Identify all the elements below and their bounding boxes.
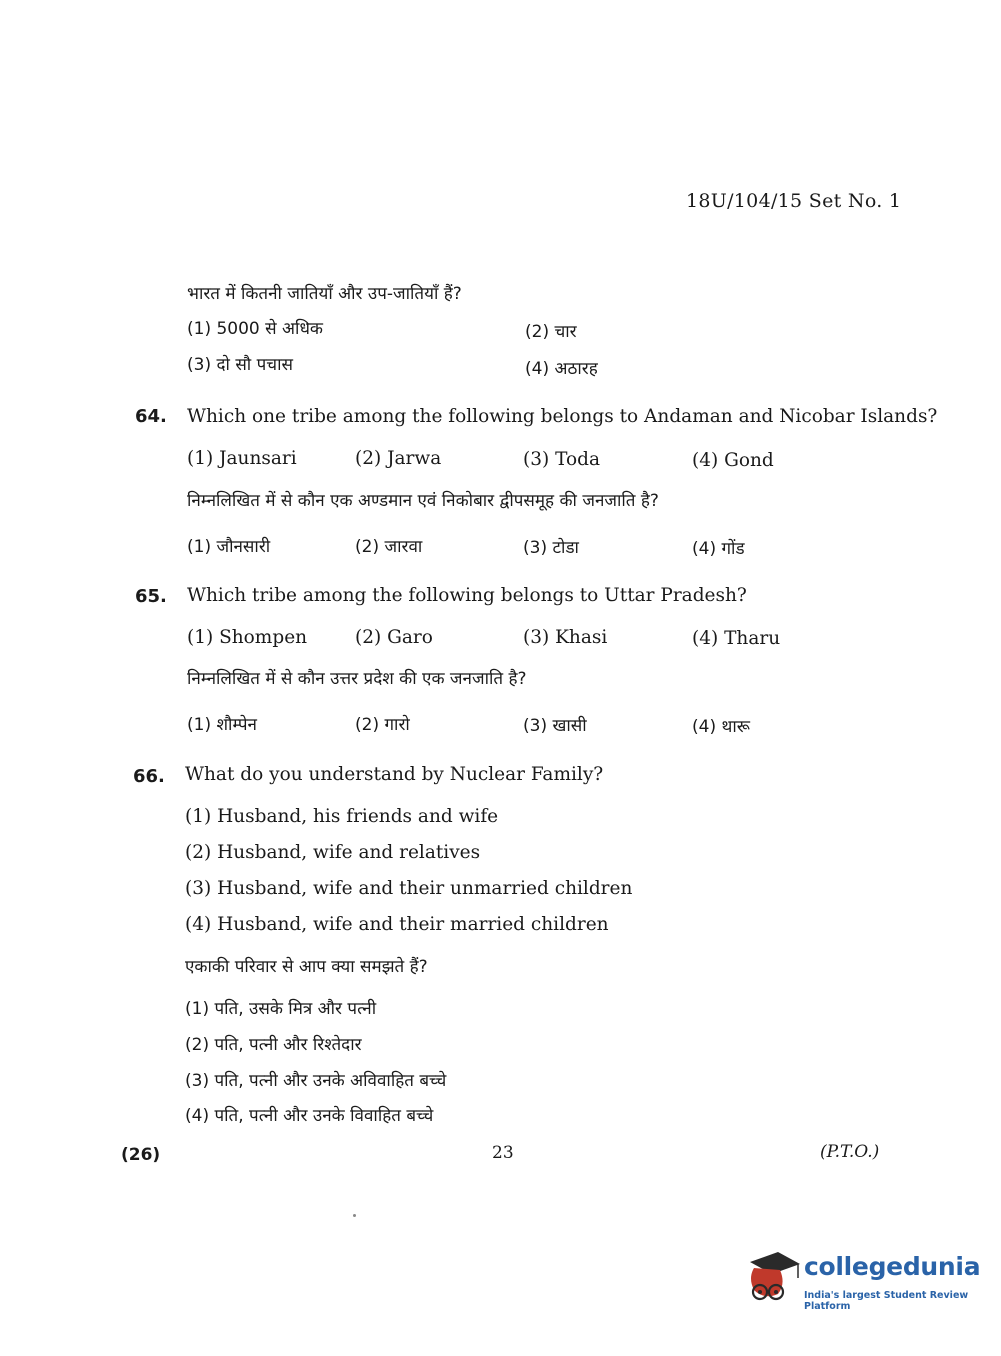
q66-option-2-en: (2) Husband, wife and relatives <box>185 842 481 863</box>
scan-speck <box>353 1214 356 1217</box>
q64-option-2-en: (2) Jarwa <box>355 448 442 469</box>
footer-left-code: (26) <box>121 1145 161 1165</box>
q65-option-1-en: (1) Shompen <box>187 627 308 648</box>
q66-option-1-en: (1) Husband, his friends and wife <box>185 806 499 827</box>
q65-option-1-hi: (1) शौम्पेन <box>187 715 257 735</box>
q64-question-en: Which one tribe among the following belongs to Andaman and Nicobar Islands? <box>187 406 938 427</box>
q65-option-3-hi: (3) खासी <box>523 716 587 736</box>
q64-option-1-hi: (1) जौनसारी <box>187 537 271 557</box>
q65-question-en: Which tribe among the following belongs to Uttar Pradesh? <box>187 585 747 606</box>
q65-number: 65. <box>135 586 167 607</box>
q66-number: 66. <box>133 766 165 787</box>
q65-option-2-en: (2) Garo <box>355 627 433 648</box>
q64-option-1-en: (1) Jaunsari <box>187 448 297 469</box>
pto-label: (P.T.O.) <box>820 1142 880 1162</box>
mascot-icon <box>740 1248 802 1310</box>
q66-option-4-hi: (4) पति, पत्नी और उनके विवाहित बच्चे <box>185 1106 434 1126</box>
q63-option-4-hi: (4) अठारह <box>525 359 598 379</box>
page-number: 23 <box>492 1143 514 1163</box>
q65-option-4-hi: (4) थारू <box>692 717 750 737</box>
q64-option-2-hi: (2) जारवा <box>355 537 423 557</box>
q63-option-3-hi: (3) दो सौ पचास <box>187 355 293 375</box>
q64-option-3-en: (3) Toda <box>523 449 600 470</box>
paper-code: 18U/104/15 Set No. 1 <box>686 190 902 212</box>
q64-question-hi: निम्नलिखित में से कौन एक अण्डमान एवं निकोबार द्वीपसमूह की जनजाति है? <box>187 491 659 511</box>
q66-option-3-en: (3) Husband, wife and their unmarried children <box>185 878 633 899</box>
q66-option-3-hi: (3) पति, पत्नी और उनके अविवाहित बच्चे <box>185 1071 447 1091</box>
q66-option-1-hi: (1) पति, उसके मित्र और पत्नी <box>185 999 377 1019</box>
q65-option-3-en: (3) Khasi <box>523 627 608 648</box>
q66-option-2-hi: (2) पति, पत्नी और रिश्तेदार <box>185 1035 362 1055</box>
q65-option-2-hi: (2) गारो <box>355 715 410 735</box>
q64-option-4-en: (4) Gond <box>692 450 774 471</box>
q66-question-hi: एकाकी परिवार से आप क्या समझते हैं? <box>185 957 428 977</box>
q63-question-hi: भारत में कितनी जातियाँ और उप-जातियाँ हैं? <box>187 284 462 304</box>
q66-question-en: What do you understand by Nuclear Family? <box>185 764 604 785</box>
brand-tagline: India's largest Student Review Platform <box>804 1290 969 1312</box>
q64-option-4-hi: (4) गोंड <box>692 539 745 559</box>
q66-option-4-en: (4) Husband, wife and their married children <box>185 914 609 935</box>
q64-option-3-hi: (3) टोडा <box>523 538 579 558</box>
q64-number: 64. <box>135 406 167 427</box>
q65-question-hi: निम्नलिखित में से कौन उत्तर प्रदेश की एक जनजाति है? <box>187 669 527 689</box>
collegedunia-logo <box>740 1248 981 1312</box>
q65-option-4-en: (4) Tharu <box>692 628 781 649</box>
q63-option-2-hi: (2) चार <box>525 322 577 342</box>
q63-option-1-hi: (1) 5000 से अधिक <box>187 319 323 339</box>
brand-name: collegedunia <box>804 1252 981 1281</box>
